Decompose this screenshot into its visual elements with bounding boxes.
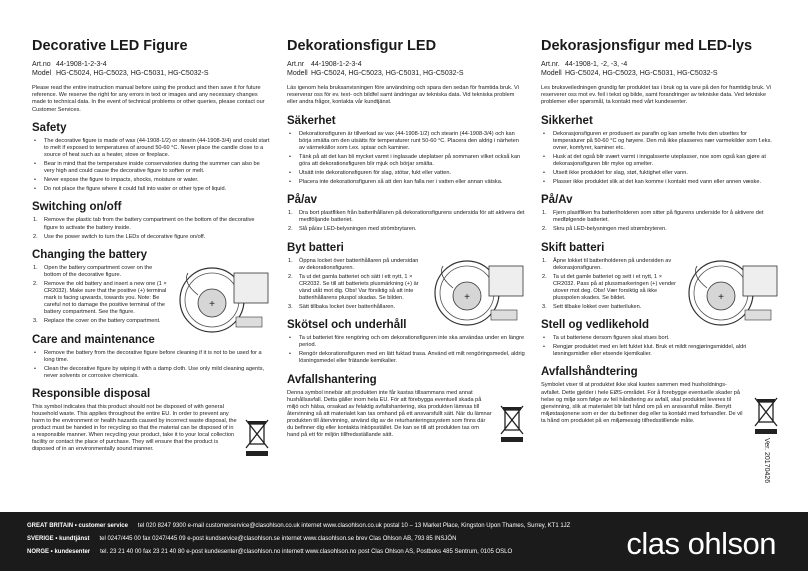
section-heading-battery: Skift batteri bbox=[541, 241, 605, 254]
list-item: 2. Remove the old battery and insert a new one (1 × CR2032). Make sure that the positive (+) terminal mark is facing upwards, towards you. Note: Be careful not to damage the positive terminal of the battery compartment. See the figure. bbox=[33, 280, 167, 316]
battery-list bbox=[541, 258, 676, 312]
section-heading-onoff: Switching on/off bbox=[32, 201, 122, 214]
list-item: 3. Replace the cover on the battery compartment. bbox=[33, 318, 161, 325]
battery-section bbox=[32, 265, 270, 326]
list-item: 2. Use the power switch to turn the LEDs of decorative figure on/off. bbox=[33, 233, 206, 240]
safety-list bbox=[541, 131, 779, 187]
list-item-text: Replace the cover on the battery compartment. bbox=[44, 318, 161, 325]
care-list bbox=[287, 335, 525, 365]
list-item: • Rengjør produktet med en lett fuktet klut. Bruk et mildt rengjøringsmiddel, aldri løsningsmidler eller etsende kjemikalier. bbox=[541, 344, 779, 358]
list-item: • Ta ut batteriene dersom figuren skal stues bort. bbox=[541, 335, 779, 342]
list-item-text: Use the power switch to turn the LEDs of decorative figure on/off. bbox=[44, 233, 206, 240]
list-item-text: Ta ut det gamle batteriet og sett i et nytt, 1 × CR2032. Pass på at plussmarkeringen (+) vender utover mot deg. Obs! Vær forsiktig så ikke plusspolen skades. Se bildet. bbox=[553, 273, 676, 302]
list-item: • The decorative figure is made of wax (44-1908-1/2) or stearin (44-1908-3/4) and could start to melt if exposed to temperatures of around 50-60 °C. Never place the candle close to a source of heat such as a heater, stove or fireplace. bbox=[32, 138, 270, 159]
footer-contact: tel. 23 21 40 00 fax 23 21 40 80 e-post kundesenter@clasohlson.no internett www.clasohlson.no post Clas Ohlson AS, Postboks 485 Sentrum, 0105 OSLO bbox=[100, 549, 513, 555]
disposal-text: This symbol indicates that this product should not be disposed of with general household waste. This applies throughout the entire EU. In order to prevent any harm to the environment or health hazards caused by incorrect waste disposal, the product must be handed in for recycling so that the material can be disposed of in a responsible manner. When recycling your product, take it to your local collection facility or contact the place of purchase. They will ensure that the product is disposed of in an environmentally sound manner. bbox=[32, 403, 237, 453]
list-item: 2. Slå på/av LED-belysningen med strömbrytaren. bbox=[288, 226, 417, 233]
footer-row-se bbox=[27, 535, 456, 543]
onoff-list bbox=[32, 217, 270, 240]
section-heading-battery: Byt batteri bbox=[287, 241, 344, 254]
safety-list bbox=[32, 138, 270, 194]
footer-sep: • bbox=[53, 536, 60, 542]
list-item: • Dekorasjonsfiguren er produsert av parafin og kan smelte hvis den utsettes for temperaturer på 50-60 °C og høyere. Den må ikke plasseres nær varmekilder som f.eks. ovner, komfyrer, kaminer etc. bbox=[541, 131, 779, 152]
document-title: Dekorationsfigur LED bbox=[287, 38, 437, 54]
list-item: • Remove the battery from the decorative figure before cleaning if it is not to be used for a long time. bbox=[32, 350, 270, 364]
list-item: • Tänk på att det kan bli mycket varmt i inglasade uteplatser på sommaren vilket också kan göra att dekorationsfiguren blir mjuk och börjar smälta. bbox=[287, 154, 525, 168]
list-item-text: Open the battery compartment cover on the bottom of the decorative figure. bbox=[44, 264, 153, 278]
footer-contact: tel 020 8247 9300 e-mail customerservice@clasohlson.co.uk internet www.clasohlson.co.uk postal 10 – 13 Market Place, Kingston Upon Thames, Surrey, KT1 1JZ bbox=[137, 523, 571, 529]
footer-service-label: customer service bbox=[78, 523, 128, 529]
list-item-text: Sätt tillbaka locket över batterihållaren. bbox=[299, 304, 396, 311]
art-value: 44-1908-1-2-3-4 bbox=[56, 61, 107, 68]
battery-section bbox=[287, 258, 525, 312]
list-item-text: Fjern plastfliken fra batteriholderen som sitter på figurens underside for å aktivere det medfølgende batteriet. bbox=[553, 210, 764, 224]
footer-row-no bbox=[27, 548, 512, 556]
list-item: 1. Dra bort plastfliken från batterihållaren på dekorationsfigurens undersida för att aktivera det medföljande batteriet. bbox=[288, 210, 525, 224]
list-item-text: Öppna locket över batterihållaren på undersidan av dekorationsfiguren. bbox=[299, 257, 419, 271]
section-heading-safety: Safety bbox=[32, 121, 67, 134]
battery-illustration bbox=[683, 258, 779, 328]
document-title: Decorative LED Figure bbox=[32, 38, 188, 54]
list-item: • Utsätt inte dekorationsfiguren för slag, stötar, fukt eller vatten. bbox=[287, 170, 525, 177]
footer-row-uk bbox=[27, 522, 570, 530]
art-key: Art.no bbox=[32, 61, 51, 68]
model-value: HG-C5024, HG-C5023, HG-C5031, HG-C5032-S bbox=[565, 70, 718, 77]
battery-list bbox=[287, 258, 422, 312]
disposal-text: Symbolet viser til at produktet ikke skal kastes sammen med husholdnings-avfallet. Dette gjelder i hele EØS-området. For å forebygge eventuelle skader på helse og miljø som følge av feil håndtering av avfall, skal produktet leveres til gjenvinning, slik at materialet blir tatt hånd om på en ansvarsfull måte. Benytt miljøstasjonene som er der du befinner deg eller ta kontakt med forhandler. De vil ta hånd om produktet på en miljømessig tilfredsstillende måte. bbox=[541, 382, 743, 424]
weee-bin-icon bbox=[753, 396, 779, 436]
onoff-list bbox=[541, 210, 779, 233]
battery-list bbox=[32, 265, 167, 326]
document-title: Dekorasjonsfigur med LED-lys bbox=[541, 38, 753, 54]
list-item: 1. Remove the plastic tab from the battery compartment on the bottom of the decorative figure to activate the battery inside. bbox=[33, 217, 255, 231]
model-number bbox=[287, 69, 525, 78]
list-item: • Husk at det også blir svært varmt i inngalsserte uteplasser, noe som også kan gjøre at dekorasjonsfiguren blir myke og smelter. bbox=[541, 154, 779, 168]
section-heading-battery: Changing the battery bbox=[32, 248, 148, 261]
section-heading-care: Skötsel och underhåll bbox=[287, 319, 407, 332]
list-item: • Utsett ikke produktet for slag, støt, fuktighet eller vann. bbox=[541, 170, 779, 177]
svg-text:+: + bbox=[718, 291, 724, 303]
intro-text: Les bruksveiledningen grundig før produktet tas i bruk og ta vare på den for framtidig bruk. Vi reserverer oss mot ev. feil i tekst og bilde, samt forandringer av tekniske data. Ved tekniske problemer eller spørsmål, ta kontakt med vårt kundesenter. bbox=[541, 85, 771, 106]
section-heading-disposal: Responsible disposal bbox=[32, 387, 151, 400]
list-item: • Ta ut batteriet före rengöring och om dekorationsfiguren inte ska användas under en längre period. bbox=[287, 335, 525, 349]
language-column bbox=[287, 38, 525, 439]
list-item: 2. Ta ut det gamla batteriet och sätt i ett nytt, 1 × CR2032. Se till att batteriets plusmärkning (+) är vänd utåt mot dig. Obs! Var försiktig så att inte batterihållarens pluspol skadas. Se bilden. bbox=[288, 273, 419, 302]
list-item-text: Skru på LED-belysningen med strømbryteren. bbox=[553, 226, 667, 233]
disposal-section bbox=[287, 390, 525, 440]
footer-country: GREAT BRITAIN bbox=[27, 523, 74, 529]
list-item: • Bear in mind that the temperature inside conservatories during the summer can also be very high and could cause the decorative figure to soften or melt. bbox=[32, 161, 270, 175]
section-heading-safety: Sikkerhet bbox=[541, 114, 593, 127]
footer-contact: tel 0247/445 00 fax 0247/445 09 e-post kundservice@clasohlson.se internet www.clasohlson.se brev Clas Ohlson AB, 793 85 INSJÖN bbox=[99, 536, 457, 542]
footer-country: NORGE bbox=[27, 549, 50, 555]
svg-text:+: + bbox=[209, 298, 215, 310]
art-value: 44-1908-1-2-3-4 bbox=[311, 61, 362, 68]
list-item: 1. Öppna locket över batterihållaren på undersidan av dekorationsfiguren. bbox=[288, 257, 419, 271]
article-number bbox=[541, 60, 779, 69]
language-column bbox=[541, 38, 779, 425]
list-item: • Placera inte dekorationsfiguren så att den kan falla ner i vatten eller annan vätska. bbox=[287, 179, 525, 186]
art-value: 44-1908-1, -2, -3, -4 bbox=[565, 61, 628, 68]
list-item-text: Slå på/av LED-belysningen med strömbrytaren. bbox=[299, 226, 417, 233]
article-number bbox=[287, 60, 525, 69]
model-key: Modell bbox=[541, 70, 562, 77]
brand-logo: clas ohlson bbox=[626, 526, 776, 561]
care-list bbox=[541, 335, 779, 358]
model-value: HG-C5024, HG-C5023, HG-C5031, HG-C5032-S bbox=[56, 70, 209, 77]
list-item-text: Remove the plastic tab from the battery compartment on the bottom of the decorative figure to activate the battery inside. bbox=[44, 217, 255, 231]
list-item-text: Åpne lokket til batteriholderen på undersiden av dekorasjonsfiguren. bbox=[553, 257, 672, 271]
footer-sep: • bbox=[73, 523, 79, 529]
list-item: 1. Fjern plastfliken fra batteriholderen som sitter på figurens underside for å aktivere det medfølgende batteriet. bbox=[542, 210, 764, 224]
list-item-text: Remove the old battery and insert a new one (1 × CR2032). Make sure that the positive (+) terminal mark is facing upwards, towards you. Note: Be careful not to damage the positive terminal of the battery compartment. See the figure. bbox=[44, 280, 167, 316]
intro-text: Läs igenom hela bruksanvisningen före användning och spara den sedan för framtida bruk. Vi reserverar oss för ev. text- och bildfel samt ändringar av tekniska data. Vid tekniska problem eller andra frågor, kontakta vår kundtjänst. bbox=[287, 85, 519, 106]
model-number bbox=[541, 69, 779, 78]
care-list bbox=[32, 350, 270, 380]
battery-illustration bbox=[429, 258, 525, 328]
safety-list bbox=[287, 131, 525, 187]
art-key: Art.nr bbox=[287, 61, 305, 68]
section-heading-disposal: Avfallshantering bbox=[287, 373, 377, 386]
section-heading-onoff: På/Av bbox=[541, 194, 573, 207]
model-value: HG-C5024, HG-C5023, HG-C5031, HG-C5032-S bbox=[311, 70, 464, 77]
section-heading-care: Care and maintenance bbox=[32, 333, 155, 346]
list-item: 2. Ta ut det gamle batteriet og sett i et nytt, 1 × CR2032. Pass på at plussmarkeringen (+) vender utover mot deg. Obs! Vær forsiktig så ikke plusspolen skades. Se bildet. bbox=[542, 273, 676, 302]
art-key: Art.nr. bbox=[541, 61, 560, 68]
footer-country: SVERIGE bbox=[27, 536, 54, 542]
language-column bbox=[32, 38, 270, 454]
intro-text: Please read the entire instruction manual before using the product and then save it for future reference. We reserve the right for any errors in text or images and any necessary changes made to technical data. In the event of technical problems or other queries, please contact our Customer Services. bbox=[32, 85, 265, 113]
list-item-text: Ta ut det gamla batteriet och sätt i ett nytt, 1 × CR2032. Se till att batteriets plusmärkning (+) är vänd utåt mot dig. Obs! Var försiktig så att inte batterihållarens pluspol skadas. Se bilden. bbox=[299, 273, 419, 302]
section-heading-care: Stell og vedlikehold bbox=[541, 319, 649, 332]
list-item: • Clean the decorative figure by wiping it with a damp cloth. Use only mild cleaning agents, never solvents or corrosive chemicals. bbox=[32, 366, 270, 380]
list-item: • Dekorationsfiguren är tillverkad av vax (44-1908-1/2) och stearin (44-1908-3/4) och kan börja smälta om den utsätts för temperaturer runt 50-60 °C. Placera den aldrig i närheten av värmekällor som t.ex. spisar och kaminer. bbox=[287, 131, 525, 152]
footer-service-label: kundesenter bbox=[54, 549, 91, 555]
svg-text:+: + bbox=[464, 291, 470, 303]
list-item: • Do not place the figure where it could fall into water or other type of liquid. bbox=[32, 186, 270, 193]
model-number bbox=[32, 69, 270, 78]
section-heading-disposal: Avfallshåndtering bbox=[541, 366, 638, 379]
version-label: Ver. 20170426 bbox=[763, 438, 770, 484]
list-item-text: Sett tilbake lokket over batteriluken. bbox=[553, 304, 642, 311]
list-item: 3. Sett tilbake lokket over batteriluken. bbox=[542, 304, 642, 311]
section-heading-onoff: På/av bbox=[287, 194, 318, 207]
list-item: • Plasser ikke produktet slik at det kan komme i kontakt med vann eller annen væske. bbox=[541, 179, 779, 186]
footer-sep: • bbox=[49, 549, 55, 555]
battery-illustration bbox=[174, 265, 270, 335]
weee-bin-icon bbox=[499, 404, 525, 444]
section-heading-safety: Säkerhet bbox=[287, 114, 336, 127]
footer-service-label: kundtjänst bbox=[59, 536, 90, 542]
list-item: • Rengör dekorationsfiguren med en lätt fuktad trasa. Använd ett milt rengöringsmedel, aldrig lösningsmedel eller frätande kemikalier. bbox=[287, 351, 525, 365]
disposal-text: Denna symbol innebär att produkten inte får kastas tillsammans med annat hushållsavfall. Detta gäller inom hela EU. För att förebygga eventuell skada på miljö och hälsa, orsakad av felaktig avfallshantering, ska produkten lämnas till återvinning så att materialet kan tas omhand på ett ansvarsfullt sätt. När du lämnar produkten till återvinning, använd dig av de returhanteringssystem som finns där du befinner dig eller kontakta inköpsstället. De kan se till att produkten tas om hand på ett för miljön tillfredsställande sätt. bbox=[287, 389, 492, 439]
disposal-section bbox=[32, 404, 270, 454]
list-item: 3. Sätt tillbaka locket över batterihållaren. bbox=[288, 304, 396, 311]
model-key: Modell bbox=[287, 70, 308, 77]
weee-bin-icon bbox=[244, 418, 270, 458]
list-item: 1. Open the battery compartment cover on the bottom of the decorative figure. bbox=[33, 264, 153, 278]
list-item: • Never expose the figure to impacts, shocks, moisture or water. bbox=[32, 177, 270, 184]
disposal-section bbox=[541, 382, 779, 425]
onoff-list bbox=[287, 210, 525, 233]
footer bbox=[0, 512, 808, 571]
article-number bbox=[32, 60, 270, 69]
list-item: 1. Åpne lokket til batteriholderen på undersiden av dekorasjonsfiguren. bbox=[542, 257, 672, 271]
list-item: 2. Skru på LED-belysningen med strømbryteren. bbox=[542, 226, 667, 233]
list-item-text: Dra bort plastfliken från batterihållaren på dekorationsfigurens undersida för att aktivera det medföljande batteriet. bbox=[299, 210, 525, 224]
model-key: Model bbox=[32, 70, 52, 77]
battery-section bbox=[541, 258, 779, 312]
